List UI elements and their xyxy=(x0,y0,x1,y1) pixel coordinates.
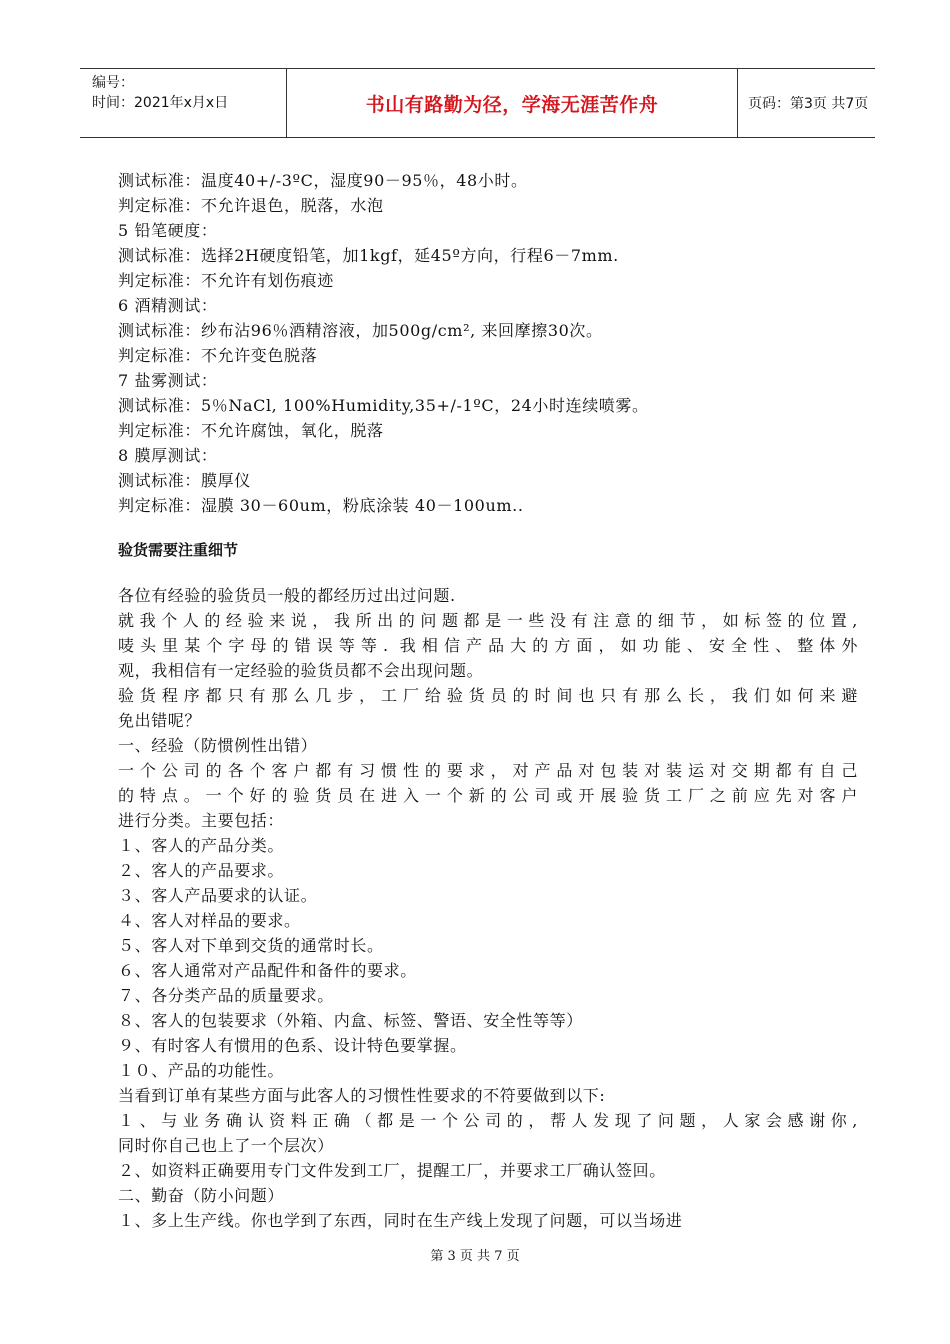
document-number-label: 编号： xyxy=(92,75,134,91)
text-line: 判定标准：不允许退色，脱落，水泡 xyxy=(118,196,384,215)
text-line: 同时你自己也上了一个层次） xyxy=(118,1136,334,1155)
text-line: 测试标准：5％NaCl, 100%Humidity,35+/-1ºC，24小时连续喷雾。 xyxy=(118,396,649,415)
text-line: 进行分类。主要包括： xyxy=(118,811,285,830)
test-standards-section xyxy=(118,168,858,518)
page-footer: 第 3 页 共 7 页 xyxy=(430,1249,520,1264)
text-line: 一、经验（防惯例性出错） xyxy=(118,736,318,755)
text-line: 验货程序都只有那么几步，工厂给验货员的时间也只有那么长，我们如何来避 xyxy=(118,686,858,705)
text-line: 6 酒精测试： xyxy=(118,296,218,315)
inspection-details-section xyxy=(118,583,858,1233)
text-line: ６、客人通常对产品配件和备件的要求。 xyxy=(118,961,417,980)
text-line: ７、各分类产品的质量要求。 xyxy=(118,986,334,1005)
text-line: 判定标准：不允许腐蚀，氧化，脱落 xyxy=(118,421,384,440)
text-line: １、多上生产线。你也学到了东西，同时在生产线上发现了问题，可以当场进 xyxy=(118,1211,683,1230)
text-line: 测试标准：膜厚仪 xyxy=(118,471,251,490)
header-meta xyxy=(80,69,286,137)
section-heading: 验货需要注重细节 xyxy=(118,541,239,559)
header-page-info: 页码：第3页 共7页 xyxy=(748,96,869,112)
text-line: 判定标准：不允许有划伤痕迹 xyxy=(118,271,334,290)
text-line: １、与业务确认资料正确（都是一个公司的，帮人发现了问题，人家会感谢你, xyxy=(118,1111,858,1130)
text-line: １、客人的产品分类。 xyxy=(118,836,285,855)
text-line: ９、有时客人有惯用的色系、设计特色要掌握。 xyxy=(118,1036,467,1055)
document-body xyxy=(118,168,858,1233)
text-line: ４、客人对样品的要求。 xyxy=(118,911,301,930)
text-line: 当看到订单有某些方面与此客人的习惯性性要求的不符要做到以下: xyxy=(118,1086,606,1105)
text-line: １０、产品的功能性。 xyxy=(118,1061,285,1080)
text-line: 一个公司的各个客户都有习惯性的要求，对产品对包装对装运对交期都有自己 xyxy=(118,761,858,780)
text-line: 就我个人的经验来说，我所出的问题都是一些没有注意的细节，如标签的位置, xyxy=(118,611,858,630)
text-line: 测试标准：选择2H硬度铅笔，加1kgf，延45º方向，行程6－7mm. xyxy=(118,246,619,265)
text-line: 测试标准：温度40+/-3ºC，湿度90－95％，48小时。 xyxy=(118,171,528,190)
text-line: 二、勤奋（防小问题） xyxy=(118,1186,285,1205)
text-line: ８、客人的包装要求（外箱、内盒、标签、警语、安全性等等） xyxy=(118,1011,583,1030)
text-line: 判定标准：湿膜 30－60um，粉底涂装 40－100um.. xyxy=(118,496,524,515)
text-line: 免出错呢？ xyxy=(118,711,202,730)
text-line: ５、客人对下单到交货的通常时长。 xyxy=(118,936,384,955)
text-line: ２、客人的产品要求。 xyxy=(118,861,285,880)
text-line: 唛头里某个字母的错误等等. 我相信产品大的方面，如功能、安全性、整体外 xyxy=(118,636,858,655)
text-line: 各位有经验的验货员一般的都经历过出过问题. xyxy=(118,586,456,605)
text-line: 测试标准：纱布沾96％酒精溶液，加500g/cm², 来回摩擦30次。 xyxy=(118,321,603,340)
text-line: ２、如资料正确要用专门文件发到工厂，提醒工厂，并要求工厂确认签回。 xyxy=(118,1161,666,1180)
text-line: 观，我相信有一定经验的验货员都不会出现问题。 xyxy=(118,661,484,680)
text-line: ３、客人产品要求的认证。 xyxy=(118,886,318,905)
text-line: 的特点。一个好的验货员在进入一个新的公司或开展验货工厂之前应先对客户 xyxy=(118,786,858,805)
page-header xyxy=(80,68,875,138)
text-line: 判定标准：不允许变色脱落 xyxy=(118,346,318,365)
text-line: 7 盐雾测试： xyxy=(118,371,218,390)
header-slogan: 书山有路勤为径，学海无涯苦作舟 xyxy=(286,69,738,137)
document-time-label: 时间：2021年x月x日 xyxy=(92,95,229,111)
text-line: 5 铅笔硬度： xyxy=(118,221,218,240)
text-line: 8 膜厚测试： xyxy=(118,446,218,465)
